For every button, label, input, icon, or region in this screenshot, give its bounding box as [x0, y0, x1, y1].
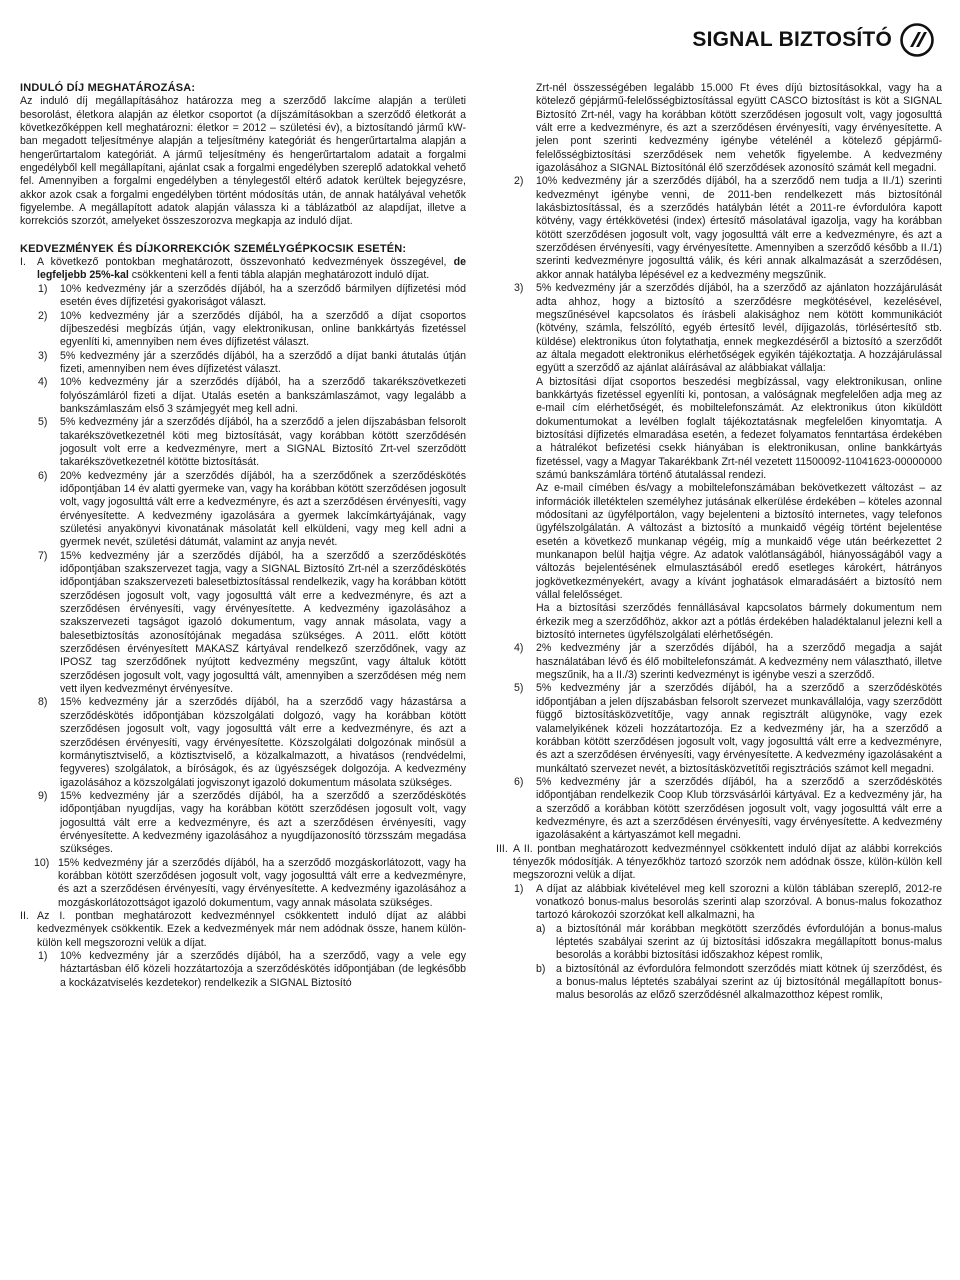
section-I-number: I.	[20, 256, 26, 269]
list-item	[20, 857, 466, 910]
list-item-text: 2% kedvezmény jár a szerződés díjából, ha a szerződő megadja a saját használatában lévő és élő mobiltelefonszámát. A kedvezmény nem választható, illetve megszűnik, ha a II./3) szerinti kedvezményt is igénybe veszi a szerződő.	[536, 642, 942, 682]
list-item-text: 10% kedvezmény jár a szerződés díjából, ha a szerződő takarékszövetkezeti folyószámláról fizeti a díjat. Utalás esetén a bankszámlaszámot, vagy legalább a bankszámlaszám első 3 számjegyét meg kell adni.	[60, 376, 466, 415]
list-item-text: 15% kedvezmény jár a szerződés díjából, ha a szerződő a szerződéskötés időpontjában nyugdíjas, vagy ha korábban kötött szerződésen jogosult volt, vagy jogosulttá vált erre a kedvezményre, és azt a szerződésen érvényesíti, vagy érvényesítette. A kedvezmény igazolásához a nyugdíjazonosító törzsszám megadása szükséges.	[60, 789, 466, 856]
sub-list-item-letter: b)	[536, 962, 546, 975]
list-item	[20, 416, 466, 469]
list-item	[20, 950, 466, 990]
list-item-text: 5% kedvezmény jár a szerződés díjából, ha a szerződő a jelen díjszabásban felsorolt takarékszövetkezetnél köti meg biztosítását, vagy korábban kötött szerződésén jogosult volt erre a kedvezményre, mert a SIGNAL Biztosító Zrt-vel szerződött takarékszövetkezetnél kötötte biztosítását.	[60, 416, 466, 469]
list-item-text: 20% kedvezmény jár a szerződés díjából, ha a szerződőnek a szerződéskötés időpontjában 14 év alatti gyermeke van, vagy ha korábban kötött szerződésen jogosult volt, vagy jogosulttá vált erre a kedvezményre, és azt a szerződésen érvényesíti, vagy érvényesítette. A kedvezmény igazolására a gyermek lakcímkártyájának, vagy születési anyakönyvi kivonatának másolatát kell elküldeni, vagy meg kell adni a gyermek nevét, születési dátumát, valamint az anyja nevét.	[60, 469, 466, 549]
continued-paragraph: Zrt-nél összességében legalább 15.000 Ft éves díjú biztosításokkal, vagy ha a kötelező gépjármű-felelősségbiztosítással együtt CASCO biztosítást is köt a SIGNAL Biztosító Zrt-nél, vagy ha korábban kötött szerződésen jogosult volt, vagy jogosulttá vált erre a kedvezményre, és azt a szerződésen érvényesíti, vagy érvényesítette. A jelen pont szerinti kedvezmény igénybe vételénél a kötelező gépjármű-felelősségbiztosítási szerződések nem vehetők figyelembe. A kedvezmény igazolásához a SIGNAL Biztosítónál élő szerződések azonosító számát kell megadni.	[536, 82, 942, 175]
section-II	[20, 910, 466, 950]
left-column	[20, 82, 466, 990]
list-item-number: 2)	[514, 175, 524, 188]
list-item-text: 5% kedvezmény jár a szerződés díjából, ha a szerződő a szerződéskötés időpontjában rendelkezik Coop Klub törzsvásárlói kártyával. Ez a kedvezmény jár, ha a szerződő a korábban kötött szerződésen jogosult volt, vagy jogosulttá vált erre a kedvezményre, és azt a szerződésen érvényesíti, vagy érvényesítette. A kedvezmény igazolásaként a kártyaszámot kell megadni.	[536, 775, 942, 842]
list-item-text: 10% kedvezmény jár a szerződés díjából, ha a szerződő nem tudja a II./1) szerinti kedvezményt igénybe venni, de 2011-ben rendelkezett más biztosítónál lakásbiztosítással, és a szerződés hatálybán létét a 2011-re évfordulóra kapott kötvény, vagy értékkövetési (index) értesítő másolatával igazolja, vagy ha korábban kötött szerződésen jogosult volt, vagy jogosulttá vált erre a kedvezményre, és azt a szerződésen érvényesíti, vagy érvényesítette. Amennyiben a szerződő később a II./1) szerinti kedvezményre jogosulttá válik, és kéri annak alkalmazását a szerződésen, akkor annak hatályba lépésével ez a kedvezmény megszűnik.	[536, 175, 942, 281]
list-item-number: 2)	[38, 309, 48, 322]
sub-list-item-text: a biztosítónál az évfordulóra felmondott szerződés miatt kötnek új szerződést, és a bonus-malus léptetés szabályai szerint az új biztosítónál megállapított bonus-malus besorolás az előző szerződésnél alkalmazotthoz képest romlik,	[556, 962, 942, 1002]
list-item-text: 5% kedvezmény jár a szerződés díjából, ha a szerződő az ajánlaton hozzájárulását adta ahhoz, hogy a biztosító a szerződésre megkötésével, kezelésével, megszűnésével kapcsolatos és írásbeli alakisághoz nem kötött kommunikációt (kötvény, számla, felszólító, egyéb értesítő levél, díjigazolás, törlésértesítő stb. küldése) elektronikus úton folytathatja, ennek megkezdéséről a biztosító a szerződőt az általa megadott elektronikus elérhetőségek egyikén tájékoztatja. A hozzájárulással együtt a szerződő az ajánlat aláírásával az alábbiakat vállalja:	[536, 282, 942, 375]
list-item-text: 10% kedvezmény jár a szerződés díjából, ha a szerződő bármilyen díjfizetési mód esetén éves díjfizetési gyakoriságot választ.	[60, 282, 466, 309]
list-item	[20, 790, 466, 857]
section-I	[20, 256, 466, 283]
section-I-text-post: csökkenteni kell a fenti tábla alapján meghatározott induló díjat.	[128, 269, 430, 282]
list-item-number: 9)	[38, 789, 48, 802]
list-item-number: 4)	[38, 376, 48, 389]
list-item-number: 4)	[514, 642, 524, 655]
brand-name: SIGNAL BIZTOSÍTÓ	[692, 28, 892, 51]
list-item	[20, 310, 466, 350]
section-heading-discounts: KEDVEZMÉNYEK ÉS DÍJKORREKCIÓK SZEMÉLYGÉPKOCSIK ESETÉN:	[20, 242, 407, 255]
list-item-number: 1)	[38, 282, 48, 295]
list-item	[20, 470, 466, 550]
sub-list-item-text: a biztosítónál már korábban megkötött szerződés évfordulóján a bonus-malus léptetés szabályai szerint az új biztosítási időszakra megállapított bonus-malus besorolás a korábbi biztosítási időszakhoz képest romlik,	[556, 922, 942, 962]
list-item-text: 10% kedvezmény jár a szerződés díjából, ha a szerződő, vagy a vele egy háztartásban élő közeli hozzátartozója a szerződéskötés időpontjában (de legkésőbb a kockázatviselés kezdetekor) rendelkezik a SIGNAL Biztosító	[60, 950, 466, 989]
section-heading-initial-fee: INDULÓ DÍJ MEGHATÁROZÁSA:	[20, 82, 196, 94]
list-item-number: 10)	[34, 856, 50, 869]
sub-list-item	[496, 923, 942, 963]
section-II-text: Az I. pontban meghatározott kedvezménnyel csökkentett induló díjat az alábbi kedvezmények csökkentik. Ezek a kedvezmények már nem adódnak össze, hanem külön-külön kell megszorozni velük a díjat.	[37, 909, 466, 949]
list-item-number: 5)	[38, 416, 48, 429]
list-item-number: 3)	[38, 349, 48, 362]
section-I-text-pre: A következő pontokban meghatározott, összevonható kedvezmények összegével,	[37, 256, 454, 269]
list-item	[496, 282, 942, 375]
list-item	[20, 283, 466, 310]
signal-logo-icon	[900, 23, 934, 57]
sub-list-item-letter: a)	[536, 922, 546, 935]
section-III-text: A II. pontban meghatározott kedvezménnyel csökkentett induló díjat az alábbi korrekciós tényezők módosítják. A tényezőkhöz tartozó szorzók nem adódnak össze, külön-külön kell megszorozni velük a díjat.	[513, 842, 942, 882]
list-item	[20, 350, 466, 377]
section-I-text-bold: de legfeljebb 25%-kal	[37, 256, 466, 282]
section-III-number: III.	[496, 842, 508, 855]
list-item-number: 3)	[514, 282, 524, 295]
list-item-text: 10% kedvezmény jár a szerződés díjából, ha a szerződő a díjat csoportos díjbeszedési megbízás útján, vagy elektronikusan, online bankkártyás fizetéssel egyenlíti ki, amennyiben nem éves díjfizetést választ.	[60, 309, 466, 349]
list-item	[496, 642, 942, 682]
paragraph: Az e-mail címében és/vagy a mobiltelefonszámában bekövetkezett változást – az információk illetéktelen személyhez jutásának elkerülése érdekében – köteles azonnal módosítani az ügyfélportálon, vagy bejelenteni a biztosító internetes, vagy telefonos ügyfélszolgálatán. A változást a biztosító a munkaidő végéig történt bejelentése esetén a következő munkanap végéig, míg a munkaidő vége után beérkezettet 2 munkanapon belül hajtja végre. Az adatok valótlanságából, hiányosságából vagy a változás bejelentésének elmulasztásából eredő esetleges károkért, hátrányos jogkövetkezményekért, avagy a kívánt joghatások elmaradásáért a biztosító nem vállal felelősséget.	[536, 482, 942, 602]
section-II-number: II.	[20, 909, 29, 922]
list-item-text: 5% kedvezmény jár a szerződés díjából, ha a szerződő a díjat banki átutalás útján fizeti, amennyiben nem éves díjfizetést választ.	[60, 349, 466, 375]
list-item-number: 5)	[514, 682, 524, 695]
list-item	[496, 682, 942, 775]
list-item-text: 15% kedvezmény jár a szerződés díjából, ha a szerződő vagy házastársa a szerződéskötés időpontjában közszolgálati dolgozó, vagy ha korábban kötött szerződésen jogosult volt, vagy jogosulttá vált erre a kedvezményre, és azt a szerződésen érvényesíti, vagy érvényesítette. Közszolgálati dolgozónak minősül a kormánytisztviselő, a köztisztviselő, a közalkalmazott, a hivatásos (rendvédelmi, fegyveres) szolgálatok, a bíróságok, és az ügyészségek dolgozója. A kedvezmény igazolásához a közszolgálati jogviszonyt igazoló dokumentum másolata szükséges.	[60, 696, 466, 789]
list-item	[496, 883, 942, 923]
list-item-number: 1)	[38, 950, 48, 962]
right-column	[496, 82, 942, 1003]
list-item-number: 1)	[514, 882, 524, 895]
section-I-text	[37, 256, 466, 283]
initial-fee-paragraph: Az induló díj megállapításához határozza meg a szerződő lakcíme alapján a területi besorolást, életkora alapján az életkor csoportot (a díjszámításokban a szerződő életkorát a következőképpen kell meghatározni: életkor = 2012 – születési év), a biztosítandó jármű kW-ban megadott teljesítménye alapján a teljesítmény kategóriát és hengerűrtartalma alapján a hengerűrtartalom kategóriát. A jármű teljesítmény és hengerűrtartalom adatait a forgalmi engedélyből kell megállapítani, ajánlat csak a forgalmi engedélyben szereplő adatokkal vehető fel. Amennyiben a forgalmi engedélyben a ténylegestől eltérő adatok kerültek bejegyzésre, akkor azok csak a forgalmi engedélyben történt módosítás után, de annak hatályával vehetők figyelembe. A megállapított adatok alapján válassza ki a táblázatból az alapdíjat, illetve a korrekciós szorzót, amelyeket összeszorozva megkapja az induló díjat.	[20, 95, 466, 228]
list-item-number: 8)	[38, 696, 48, 709]
list-item-text: A díjat az alábbiak kivételével meg kell szorozni a külön táblában szereplő, 2012-re vonatkozó bonus-malus besorolás szerinti alap szorzóval. A bonus-malus fokozathoz tartozó károkozói szorzókat kell alkalmazni, ha	[536, 882, 942, 922]
list-item	[496, 776, 942, 843]
sub-list-item	[496, 963, 942, 1003]
list-item-number: 7)	[38, 549, 48, 562]
list-item-text: 15% kedvezmény jár a szerződés díjából, ha a szerződő mozgáskorlátozott, vagy ha korábban kötött szerződésen jogosult volt, vagy jogosulttá vált erre a kedvezményre, és azt a szerződésen érvényesíti, vagy érvényesítette. A kedvezmény igazolásához a mozgáskorlátozottságot igazoló dokumentum, vagy annak másolata szükséges.	[58, 856, 466, 909]
list-item-text: 5% kedvezmény jár a szerződés díjából, ha a szerződő a szerződéskötés időpontjában a jelen díjszabásban felsorolt szervezet munkavállalója, vagy szerződött függő biztosításközvetítője, vagy annak regisztrált alügynöke, vagy ezek valamelyikének közeli hozzátartozója. Ez a kedvezmény jár, ha a szerződő a korábban kötött szerződésen jogosult volt, vagy jogosulttá vált erre a kedvezményre, és azt a szerződésen érvényesíti, vagy érvényesítette. A kedvezmény igazolásaként a munkáltató szervezet nevét, a biztosításközvetítői regisztrációs számot kell megadni.	[536, 682, 942, 775]
paragraph: Ha a biztosítási szerződés fennállásával kapcsolatos bármely dokumentum nem érkezik meg a szerződőhöz, akkor azt a pótlás érdekében haladéktalanul jelezni kell a biztosító internetes ügyfélszolgálati elérhetőségén.	[536, 602, 942, 642]
list-item	[20, 376, 466, 416]
list-item-text: 15% kedvezmény jár a szerződés díjából, ha a szerződő a szerződéskötés időpontjában szakszervezet tagja, vagy a SIGNAL Biztosító Zrt-nél a szerződéskötés időpontjában szakszervezeti balesetbiztosítással rendelkezik, vagy ha korábban kötött szerződésen jogosult volt, vagy jogosulttá vált erre a kedvezményre, és azt a szerződésen érvényesíti, vagy érvényesítette. A kedvezmény igazolásához a szakszervezeti tagságot igazoló dokumentum, vagy annak másolata, vagy a balesetbiztosítás azonosítójának megadása szükséges. A 2011. előtt kötött szerződésen érvényesített MAKASZ kártyával rendelkező szerződőnek, vagy az IPOSZ tag szerződőnek nyújtott kedvezmény megszűnt, vagy általuk kötött szerződésen jogosult volt, vagy jogosulttá vált, amennyiben a szerződésen még nem vett ilyen kedvezményt érvényesítve.	[60, 549, 466, 696]
header	[692, 20, 934, 60]
list-item-number: 6)	[38, 469, 48, 482]
list-item-number: 6)	[514, 775, 524, 788]
list-item	[20, 696, 466, 789]
list-item	[20, 550, 466, 697]
section-III	[496, 843, 942, 883]
paragraph: A biztosítási díjat csoportos beszedési megbízással, vagy elektronikusan, online bankkártyás fizetéssel egyenlíti ki, pontosan, a valóságnak megfelelően adja meg az e-mail cím elérhetőségét, és mobiltelefonszámát. Az elektronikus úton kiküldött dokumentumokat a levélben foglalt tájékoztatásnak megfelelően kinyomtatja. A biztosítási díjfizetés elmaradása esetén, a fedezet folyamatos fenntartása érdekében a hátralékot befizetési csekk hiányában is elektronikusan, online bankkártyás fizetéssel, vagy a Magyar Takarékbank Zrt-nél vezetett 11500092-11041623-00000000 számú bankszámlára történő átutalással rendezi.	[536, 375, 942, 481]
list-item	[496, 175, 942, 282]
